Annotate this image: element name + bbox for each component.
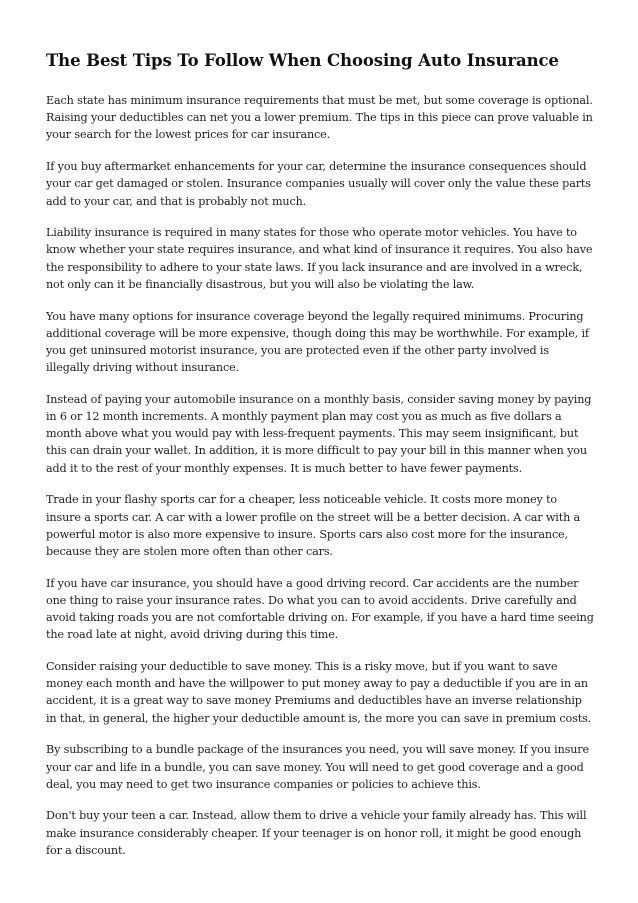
paragraph-1: Each state has minimum insurance requirements that must be met, but some coverage is optional. Raising your deductibles can net you a lower premium. The tips in this piece can prove valuable in your search for the lowest prices for car insurance. (46, 94, 593, 142)
paragraph-8: Consider raising your deductible to save money. This is a risky move, but if you want to save money each month and have the willpower to put money away to pay a deductible if you are in an accident, it is a great way to save money Premiums and deductibles have an inverse relationship in that, in general, the higher your deductible amount is, the more you can save in premium costs. (46, 659, 592, 725)
paragraph-6: Trade in your flashy sports car for a cheaper, less noticeable vehicle. It costs more money to insure a sports car. A car with a lower profile on the street will be a better decision. A car with a powerful motor is also more expensive to insure. Sports cars also cost more for the insurance, because they are stolen more often than other cars. (46, 493, 581, 558)
paragraph-5: Instead of paying your automobile insurance on a monthly basis, consider saving money by paying in 6 or 12 month increments. A monthly payment plan may cost you as much as five dollars a month above what you would pay with less-frequent payments. This may seem insignificant, but this can drain your wallet. In addition, it is more difficult to pay your bill in this manner when you add it to the rest of your monthly expenses. It is much better to have fewer payments. (46, 392, 592, 475)
paragraph-10: Don't buy your teen a car. Instead, allow them to drive a vehicle your family already has. This will make insurance considerably cheaper. If your teenager is on honor roll, it might be good enough for a discount. (46, 809, 587, 857)
paragraph-9: By subscribing to a bundle package of the insurances you need, you will save money. If you insure your car and life in a bundle, you can save money. You will need to get good coverage and a good deal, you may need to get two insurance companies or policies to achieve this. (46, 743, 589, 791)
paragraph-4: You have many options for insurance coverage beyond the legally required minimums. Procuring additional coverage will be more expensive, though doing this may be worthwhile. For example, if you get uninsured motorist insurance, you are protected even if the other party involved is illegally driving without insurance. (46, 309, 589, 375)
document-title: The Best Tips To Follow When Choosing Auto Insurance (46, 51, 559, 70)
paragraph-7: If you have car insurance, you should have a good driving record. Car accidents are the number one thing to raise your insurance rates. Do what you can to avoid accidents. Drive carefully and avoid taking roads you are not comfortable driving on. For example, if you have a hard time seeing the road late at night, avoid driving during this time. (46, 576, 594, 642)
paragraph-2: If you buy aftermarket enhancements for your car, determine the insurance consequences should your car get damaged or stolen. Insurance companies usually will cover only the value these parts add to your car, and that is probably not much. (46, 160, 591, 208)
paragraph-3: Liability insurance is required in many states for those who operate motor vehicles. You have to know whether your state requires insurance, and what kind of insurance it requires. You also have the responsibility to adhere to your state laws. If you lack insurance and are involved in a wreck, not only can it be financially disastrous, but you will also be violating the law. (46, 226, 593, 291)
